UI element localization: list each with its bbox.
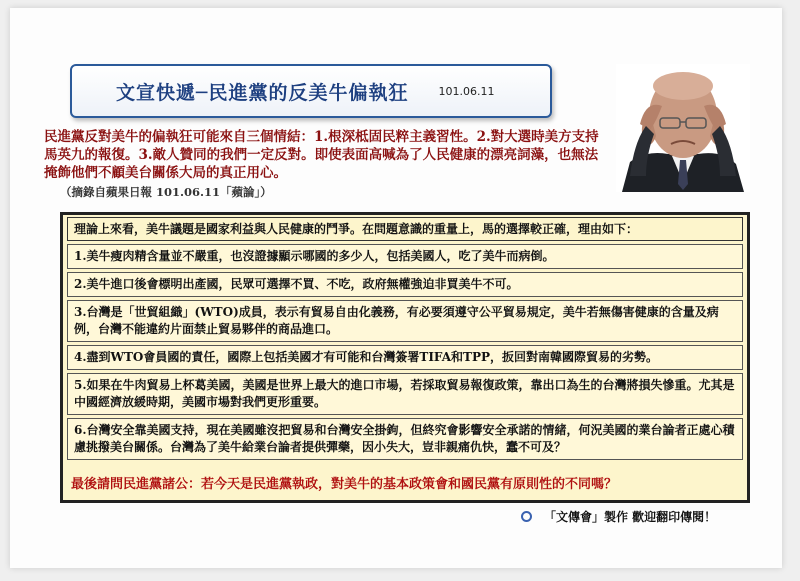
point-item: 2.美牛進口後會標明出產國，民眾可選擇不買、不吃，政府無權強迫非買美牛不可。 bbox=[67, 272, 743, 297]
point-item: 4.盡到WTO會員國的責任，國際上包括美國才有可能和台灣簽署TIFA和TPP，扳回對南韓國際貿易的劣勢。 bbox=[67, 345, 743, 370]
portrait-photo bbox=[616, 64, 750, 192]
intro-line: 理論上來看，美牛議題是國家利益與人民健康的鬥爭。在問題意識的重量上，馬的選擇較正確，理由如下： bbox=[67, 217, 743, 241]
title-banner bbox=[70, 64, 552, 118]
point-item: 6.台灣安全靠美國支持，現在美國雖沒把貿易和台灣安全掛鉤，但終究會影響安全承諾的情緒，何況美國的業台論者正處心積慮挑撥美台關係。台灣為了美牛給業台論者提供彈藥，因小失大，豈非親痛仇快，蠢不可及？ bbox=[67, 418, 743, 460]
flyer-sheet bbox=[10, 8, 782, 568]
title-date: 101.06.11 bbox=[438, 84, 495, 98]
point-item: 1.美牛瘦肉精含量並不嚴重，也沒證據顯示哪國的多少人，包括美國人，吃了美牛而病倒。 bbox=[67, 244, 743, 269]
ring-bullet-icon bbox=[521, 511, 532, 522]
lead-paragraph: 民進黨反對美牛的偏執狂可能來自三個情結：1.根深柢固民粹主義習性。2.對大選時美方支持馬英九的報復。3.敵人贊同的我們一定反對。即使表面高喊為了人民健康的漂亮詞藻，也無法掩飾他們不顧美台關係大局的真正用心。 bbox=[44, 129, 599, 181]
closing-question: 最後請問民進黨諸公：若今天是民進黨執政，對美牛的基本政策會和國民黨有原則性的不同嗎？ bbox=[71, 477, 618, 492]
footer bbox=[521, 508, 761, 525]
page-title: 文宣快遞─民進黨的反美牛偏執狂 bbox=[116, 81, 409, 104]
arguments-box bbox=[60, 212, 750, 503]
source-citation: （摘錄自蘋果日報 101.06.11「蘋論」） bbox=[60, 185, 272, 199]
point-item: 3.台灣是「世貿組織」(WTO)成員，表示有貿易自由化義務，有必要須遵守公平貿易規定，美牛若無傷害健康的含量及病例，台灣不能違約片面禁止貿易夥伴的商品進口。 bbox=[67, 300, 743, 342]
point-item: 5.如果在牛肉貿易上杯葛美國，美國是世界上最大的進口市場，若採取貿易報復政策，靠出口為生的台灣將損失慘重。尤其是中國經濟放緩時期，美國市場對我們更形重要。 bbox=[67, 373, 743, 415]
footer-credit: 「文傳會」製作 歡迎翻印傳閱！ bbox=[544, 510, 717, 524]
